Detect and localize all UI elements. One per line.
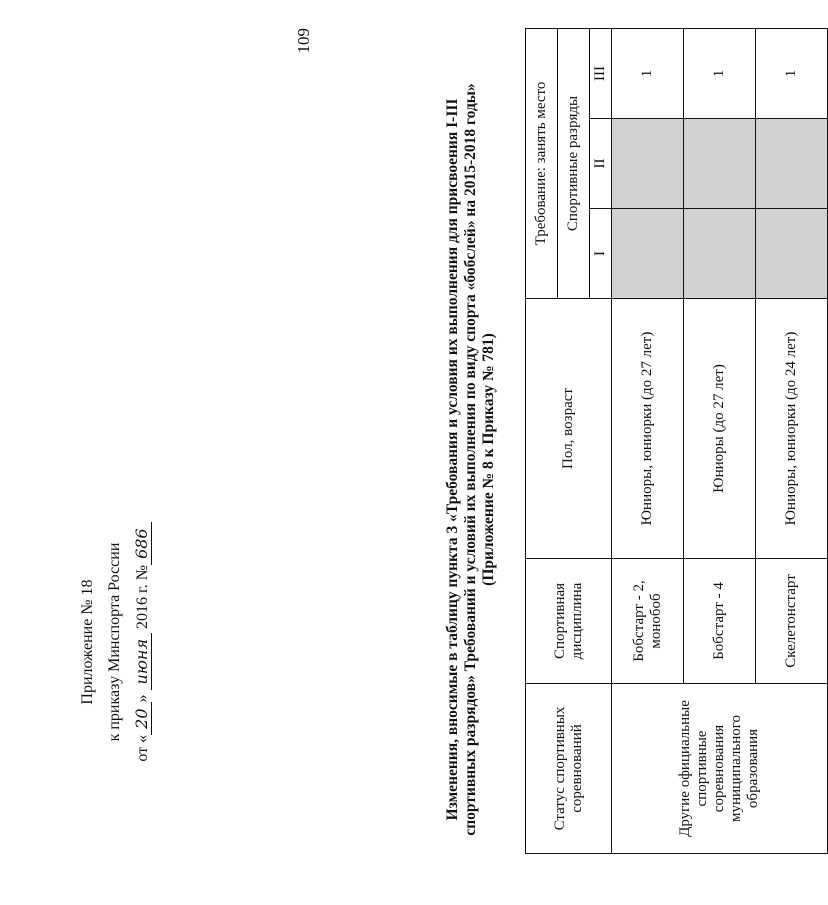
page-number: 109 — [294, 28, 313, 54]
requirements-table — [525, 28, 828, 854]
header-gender-age: Пол, возраст — [526, 299, 612, 559]
discipline-cell: Бобстарт - 2, монобоб — [612, 559, 684, 684]
rank-1-cell — [612, 209, 684, 299]
rank-col-1: I — [590, 209, 612, 299]
appendix-block — [74, 492, 156, 792]
rank-1-cell — [684, 209, 756, 299]
header-requirement: Требование: занять место — [526, 29, 558, 299]
rank-2-cell — [612, 119, 684, 209]
date-month: июня — [132, 633, 152, 691]
header-discipline: Спортивная дисциплина — [526, 559, 612, 684]
document-heading: Изменения, вносимые в таблицу пункта 3 «Требования и условия их выполнения для присвоения I-III спортивных разрядов» Требований и условий их выполнения по виду спорта «бобслей» на 2015-2018 годы» (Приложение № 8 к Приказу № 781) — [444, 83, 497, 836]
appendix-order: к приказу Минспорта России — [106, 542, 123, 742]
rank-col-2: II — [590, 119, 612, 209]
appendix-title: Приложение № 18 — [79, 579, 96, 705]
appendix-date: от «20» июня 2016 г. №686 — [128, 492, 156, 792]
rank-3-cell: 1 — [612, 29, 684, 119]
rank-2-cell — [684, 119, 756, 209]
order-number: 686 — [132, 522, 152, 565]
discipline-cell: Бобстарт - 4 — [684, 559, 756, 684]
rank-col-3: III — [590, 29, 612, 119]
discipline-cell: Скелетонстарт — [756, 559, 828, 684]
header-status: Статус спортивных соревнований — [526, 684, 612, 854]
status-cell: Другие официальные спортивные соревнования муниципального образования — [612, 684, 828, 854]
header-ranks: Спортивные разряды — [558, 29, 590, 299]
rank-3-cell: 1 — [684, 29, 756, 119]
table-row — [612, 29, 684, 854]
gender-cell: Юниоры, юниорки (до 27 лет) — [612, 299, 684, 559]
gender-cell: Юниоры, юниорки (до 24 лет) — [756, 299, 828, 559]
rank-1-cell — [756, 209, 828, 299]
gender-cell: Юниоры (до 27 лет) — [684, 299, 756, 559]
rank-2-cell — [756, 119, 828, 209]
rotated-document — [20, 22, 799, 882]
rank-3-cell: 1 — [756, 29, 828, 119]
date-day: 20 — [132, 702, 152, 734]
